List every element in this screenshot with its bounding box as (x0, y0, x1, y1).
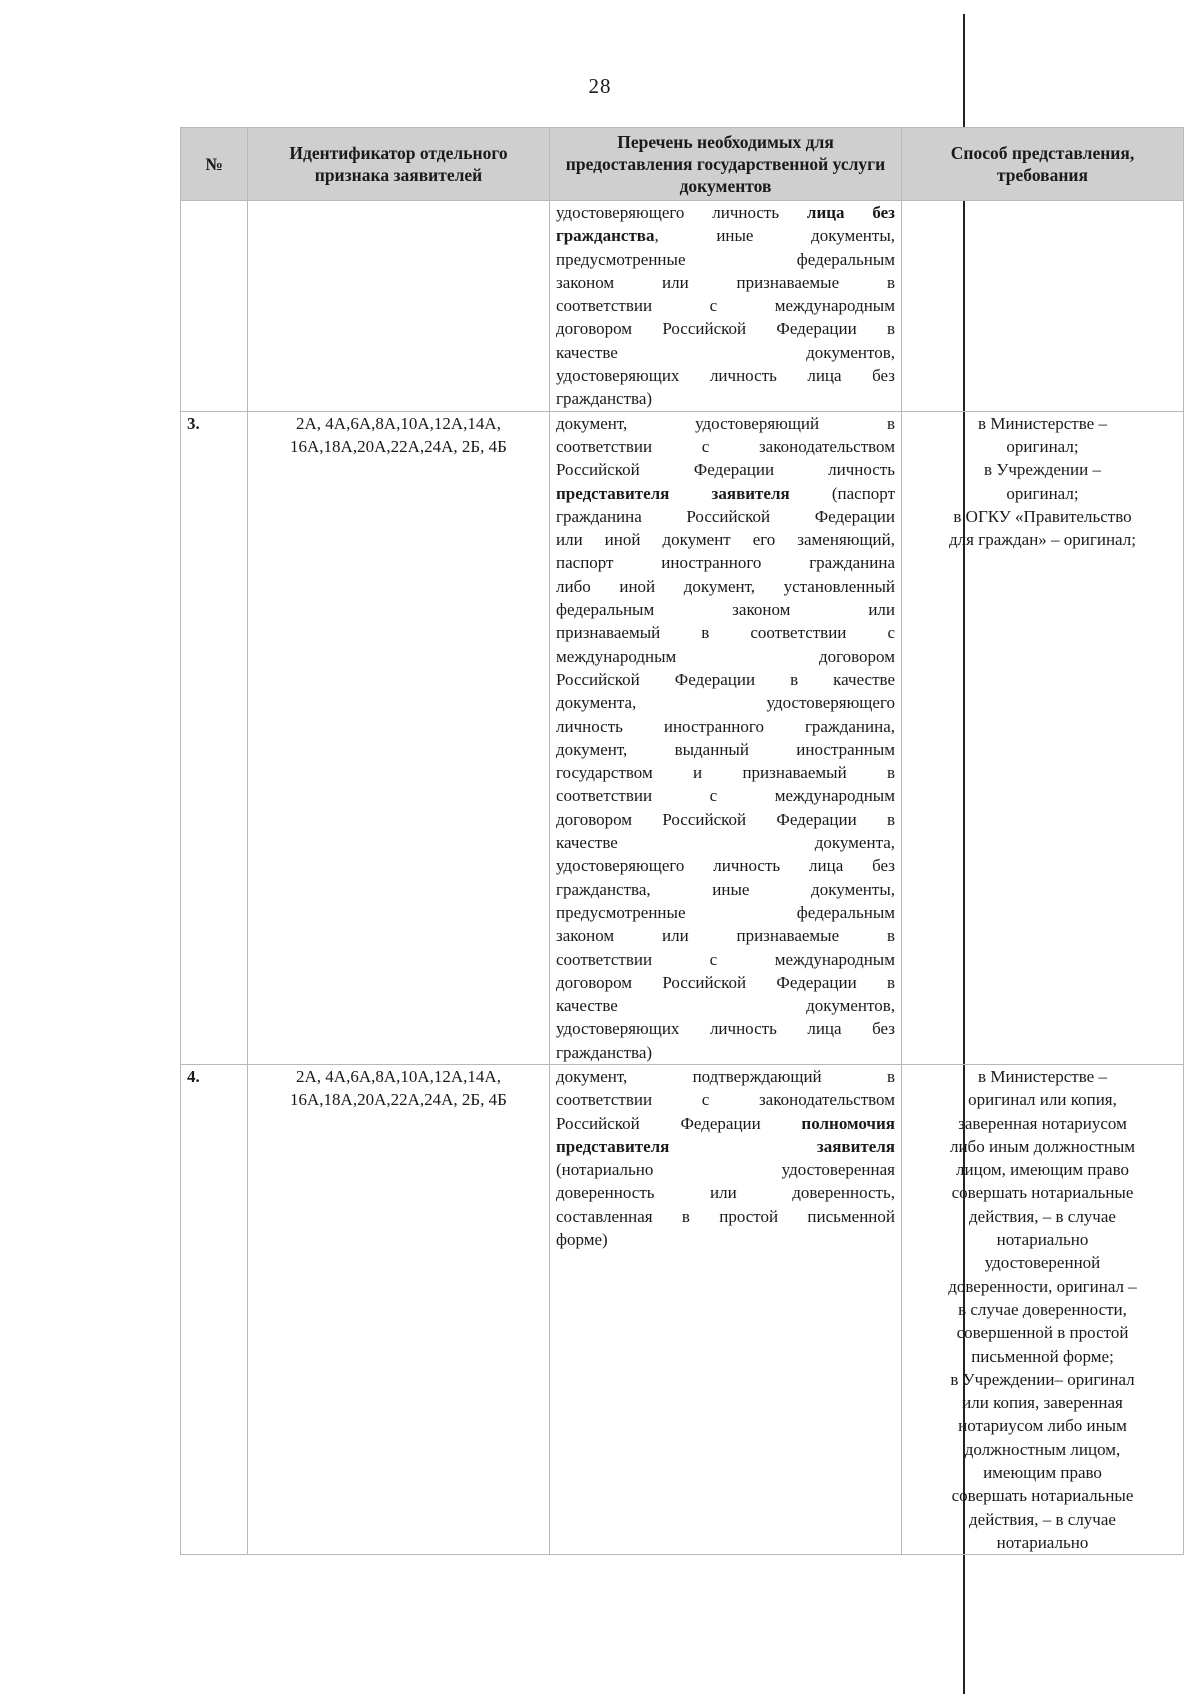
cell-method (902, 411, 1184, 1064)
document-text-line: предусмотренные федеральным (556, 902, 895, 922)
document-text-line: паспорт иностранного гражданина (556, 553, 895, 573)
header-method: Способ представления, требования (902, 128, 1184, 201)
document-text-line: соответствии с законодательством (556, 1090, 895, 1110)
document-text-line: договором Российской Федерации в (556, 809, 895, 829)
document-text-line: качестве документа, (556, 833, 895, 853)
text-line: письменной форме; (971, 1346, 1114, 1366)
document-text-line: документ, удостоверяющий в (556, 413, 895, 433)
text-line: в случае доверенности, (958, 1299, 1127, 1319)
document-text-line: соответствии с международным (556, 949, 895, 969)
cell-identifier (248, 411, 550, 1064)
text-line: или копия, заверенная (962, 1393, 1123, 1413)
text-line: либо иным должностным (949, 1136, 1136, 1156)
document-text-line: законом или признаваемые в (556, 926, 895, 946)
text-line: действия, – в случае (969, 1206, 1116, 1226)
table-row-3 (181, 411, 1184, 1064)
cell-num: 3. (181, 411, 248, 1064)
text-line: оригинал; (1006, 436, 1079, 456)
document-text-line: документ, выданный иностранным (556, 739, 895, 759)
document-text-line: качестве документов, (556, 342, 895, 362)
text-line: оригинал или копия, (968, 1090, 1117, 1110)
document-text-line: качестве документов, (556, 996, 895, 1016)
header-num: № (181, 128, 248, 201)
cell-documents (550, 411, 902, 1064)
cell-identifier (248, 1064, 550, 1554)
document-text-line: форме) (556, 1230, 608, 1250)
document-text-line: договором Российской Федерации в (556, 972, 895, 992)
text-line: в Министерстве – (978, 1066, 1107, 1086)
header-documents: Перечень необходимых для предоставления государственной услуги документов (550, 128, 902, 201)
document-text-line: личность иностранного гражданина, (556, 716, 895, 736)
document-text-line: федеральным законом или (556, 600, 895, 620)
document-text-line: государством и признаваемый в (556, 763, 895, 783)
document-text-line: удостоверяющего личность лица без (556, 856, 895, 876)
document-text-line: соответствии с международным (556, 786, 895, 806)
cell-documents (550, 1064, 902, 1554)
cell-identifier-empty (248, 201, 550, 412)
requirements-table (180, 127, 1184, 1555)
text-line: совершенной в простой (956, 1323, 1129, 1343)
text-line: имеющим право (983, 1463, 1102, 1483)
cell-method-empty (902, 201, 1184, 412)
document-text-line: либо иной документ, установленный (556, 576, 895, 596)
document-text-line: гражданства) (556, 1042, 653, 1062)
header-identifier: Идентификатор отдельного признака заявителей (248, 128, 550, 201)
document-text-line: Российской Федерации в качестве (556, 669, 895, 689)
text-line: оригинал; (1006, 483, 1079, 503)
text-line: для граждан» – оригинал; (949, 530, 1136, 550)
text-line: должностным лицом, (964, 1439, 1121, 1459)
text-line: лицом, имеющим право (956, 1160, 1129, 1180)
document-text-line: законом или признаваемые в (556, 272, 895, 292)
document-text-line: гражданства) (556, 389, 653, 409)
document-text-line: гражданства, иные документы, (556, 226, 895, 246)
cell-num-empty (181, 201, 248, 412)
document-text-line: гражданина Российской Федерации (556, 506, 895, 526)
text-line: 16А,18А,20А,22А,24А, 2Б, 4Б (290, 1090, 507, 1110)
text-line: заверенная нотариусом (958, 1113, 1127, 1133)
text-line: совершать нотариальные (951, 1183, 1134, 1203)
text-line: доверенности, оригинал – (948, 1276, 1137, 1296)
text-line: 16А,18А,20А,22А,24А, 2Б, 4Б (290, 436, 507, 456)
text-line: в Учреждении– оригинал (950, 1369, 1135, 1389)
text-line: в Министерстве – (978, 413, 1107, 433)
document-text-line: предусмотренные федеральным (556, 249, 895, 269)
text-line: в Учреждении – (984, 460, 1101, 480)
document-text-line: или иной документ его заменяющий, (556, 530, 895, 550)
document-text-line: представителя заявителя (паспорт (556, 483, 896, 503)
text-line: нотариально (996, 1230, 1089, 1250)
text-line: нотариусом либо иным (958, 1416, 1127, 1436)
document-text-line: соответствии с законодательством (556, 436, 895, 456)
document-text-line: удостоверяющих личность лица без (556, 366, 895, 386)
document-text-line: удостоверяющих личность лица без (556, 1019, 895, 1039)
document-text-line: документ, подтверждающий в (556, 1066, 895, 1086)
document-text-line: документа, удостоверяющего (556, 693, 895, 713)
text-line: совершать нотариальные (951, 1486, 1134, 1506)
cell-num: 4. (181, 1064, 248, 1554)
document-text-line: международным договором (556, 646, 895, 666)
document-text-line: представителя заявителя (556, 1136, 895, 1156)
text-line: 2А, 4А,6А,8А,10А,12А,14А, (296, 413, 501, 433)
document-text-line: договором Российской Федерации в (556, 319, 895, 339)
document-text-line: составленная в простой письменной (556, 1206, 895, 1226)
text-line: нотариально (996, 1532, 1089, 1552)
document-text-line: доверенность или доверенность, (556, 1183, 895, 1203)
text-line: действия, – в случае (969, 1509, 1116, 1529)
document-text-line: соответствии с международным (556, 296, 895, 316)
text-line: 2А, 4А,6А,8А,10А,12А,14А, (296, 1066, 501, 1086)
table-header-row (181, 128, 1184, 201)
table-row-continuation (181, 201, 1184, 412)
document-text-line: гражданства, иные документы, (556, 879, 895, 899)
text-line: удостоверенной (984, 1253, 1101, 1273)
document-text-line: признаваемый в соответствии с (556, 623, 895, 643)
document-text-line: (нотариально удостоверенная (556, 1160, 895, 1180)
table-row-4 (181, 1064, 1184, 1554)
document-text-line: Российской Федерации полномочия (556, 1113, 895, 1133)
cell-documents (550, 201, 902, 412)
document-text-line: Российской Федерации личность (556, 460, 895, 480)
text-line: в ОГКУ «Правительство (953, 506, 1132, 526)
document-text-line: удостоверяющего личность лица без (556, 203, 896, 222)
page-number: 28 (588, 74, 612, 98)
cell-method (902, 1064, 1184, 1554)
